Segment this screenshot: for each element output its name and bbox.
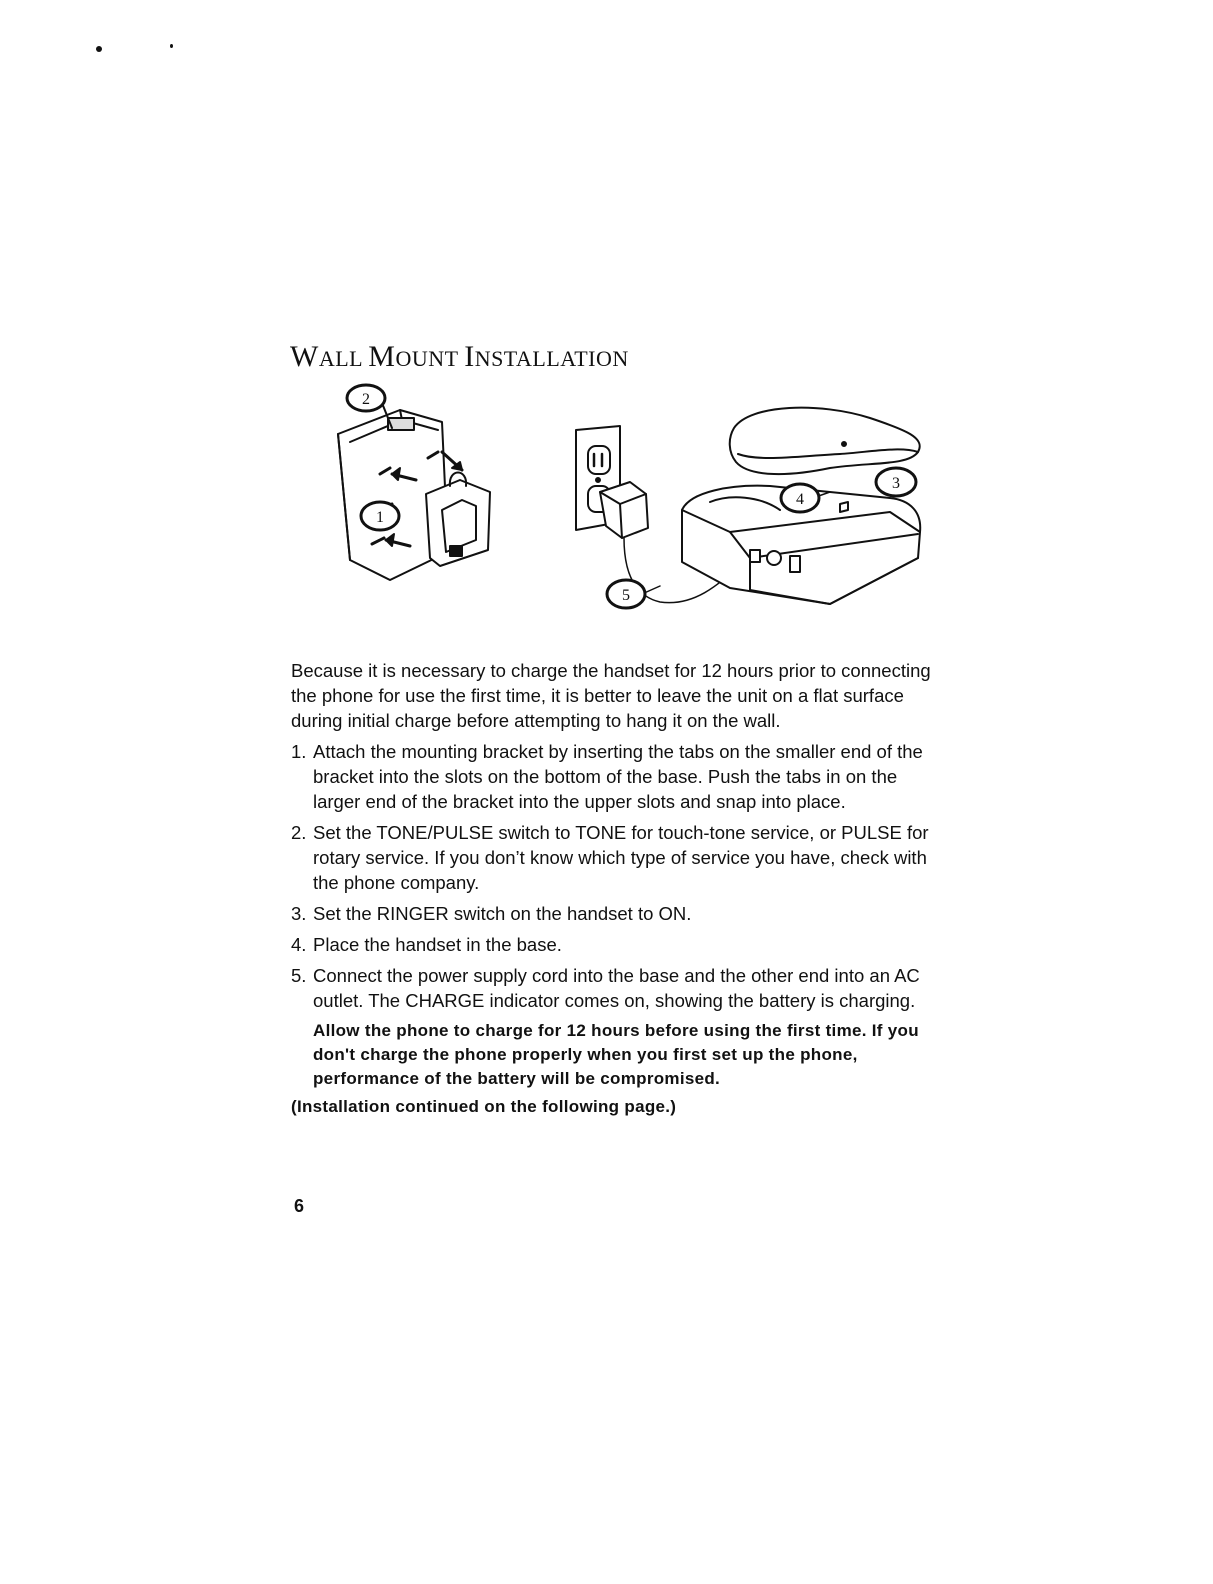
title-word: INSTALLATION [464,340,629,373]
title-word: WALL [290,340,369,373]
page-number: 6 [294,1196,305,1216]
callout-5 [607,580,645,608]
page-title [290,340,629,374]
callout-label: 1 [376,509,384,526]
step-number: 1. [291,741,307,762]
list-item [291,932,941,957]
step-text: Place the handset in the base. [313,934,562,955]
step-text: Connect the power supply cord into the base and the other end into an AC outlet. The CHARGE indicator comes on, showing the battery is charging. [313,965,920,1011]
callout-label: 3 [892,475,900,492]
handset-illustration [730,408,920,474]
callout-3 [876,468,916,496]
callout-4 [781,484,819,512]
list-item [291,963,941,1013]
list-item [291,901,941,926]
title-word: MOUNT [368,340,465,373]
scan-speck [170,44,173,48]
step-number: 4. [291,934,307,955]
scan-speck [96,46,102,52]
intro-paragraph: Because it is necessary to charge the handset for 12 hours prior to connecting the phone for use the first time, it is better to leave the unit on a flat surface during initial charge before attempting to hang it on the wall. [291,660,931,731]
charge-warning: Allow the phone to charge for 12 hours before using the first time. If you don't charge the phone properly when you first set up the phone, performance of the battery will be compromised. [313,1021,919,1088]
step-text: Attach the mounting bracket by inserting the tabs on the smaller end of the bracket into the slots on the bottom of the base. Push the tabs in on the larger end of the bracket into the upper slots and snap into place. [313,741,923,812]
callout-label: 2 [362,391,370,408]
step-list [291,739,941,1013]
callout-2 [347,385,385,411]
list-item [291,820,941,895]
wall-mount-illustration [330,382,930,650]
step-number: 3. [291,903,307,924]
step-number: 2. [291,822,307,843]
callout-label: 5 [622,587,630,604]
list-item [291,739,941,814]
instructions [291,658,941,1119]
callout-1 [361,502,399,530]
step-text: Set the RINGER switch on the handset to ON. [313,903,692,924]
step-number: 5. [291,965,307,986]
step-text: Set the TONE/PULSE switch to TONE for touch-tone service, or PULSE for rotary service. If you don’t know which type of service you have, check with the phone company. [313,822,929,893]
base-rear-illustration [338,398,490,580]
continued-note: (Installation continued on the following page.) [291,1097,677,1116]
callout-label: 4 [796,491,804,508]
